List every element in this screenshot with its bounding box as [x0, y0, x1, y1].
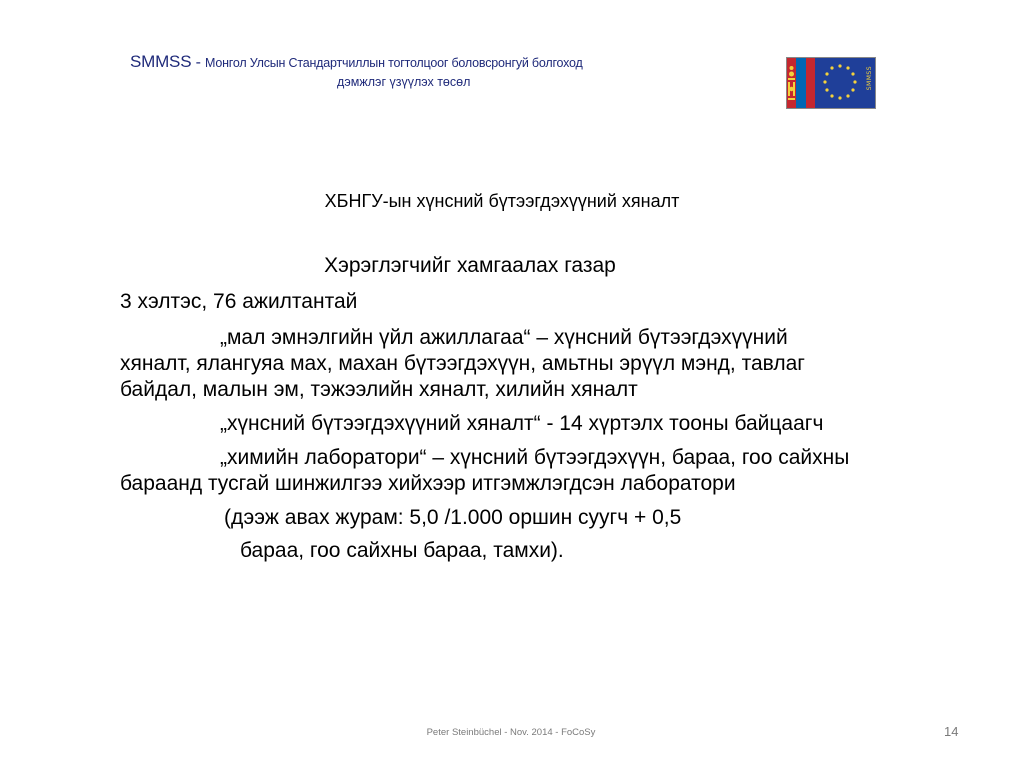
slide-title-text: ХБНГУ-ын хүнсний бүтээгдэхүүний хяналт [324, 191, 680, 211]
slide-title [0, 189, 1024, 213]
slide-body [120, 253, 860, 564]
body-sample-line-2: бараа, гоо сайхны бараа, тамхи). [240, 539, 564, 562]
body-sample-line-1: (дээж авах журам: 5,0 /1.000 оршин суугч + 0,5 [224, 506, 682, 529]
project-logo [786, 57, 876, 109]
body-staff-line: 3 хэлтэс, 76 ажилтантай [120, 290, 358, 313]
body-heading: Хэрэглэгчийг хамгаалах газар [324, 254, 616, 277]
header-separator: - [191, 54, 205, 71]
header-acronym: SMMSS [130, 52, 192, 71]
eu-flag-icon [815, 58, 875, 108]
mongolia-flag-icon [787, 58, 815, 108]
slide-footer [0, 727, 1024, 738]
body-paragraph-lab: „химийн лаборатори“ – хүнсний бүтээгдэхүүн, бараа, гоо сайхны бараанд тусгай шинжилгээ хийхээр итгэмжлэгдсэн лаборатори [120, 446, 850, 495]
body-paragraph-vet: „мал эмнэлгийн үйл ажиллагаа“ – хүнсний бүтээгдэхүүний хяналт, ялангуяа мах, махан бүтээгдэхүүн, амьтны эрүүл мэнд, тавлаг байдал, малын эм, тэжээлийн хяналт, хилийн хяналт [120, 326, 805, 401]
eu-flag-label: SMMSS [866, 66, 873, 91]
header-project-name: Монгол Улсын Стандартчиллын тогтолцоог боловсронгуй болгоход [204, 56, 583, 70]
page-number: 14 [944, 724, 959, 739]
body-paragraph-food-control: „хүнсний бүтээгдэхүүний хяналт“ - 14 хүртэлх тооны байцаагч [220, 412, 824, 435]
header-line-1 [130, 52, 730, 73]
slide-header [130, 52, 730, 91]
footer-text: Peter Steinbüchel - Nov. 2014 - FoCoSy [426, 727, 596, 738]
header-line-2: дэмжлэг үзүүлэх төсөл [337, 75, 471, 89]
